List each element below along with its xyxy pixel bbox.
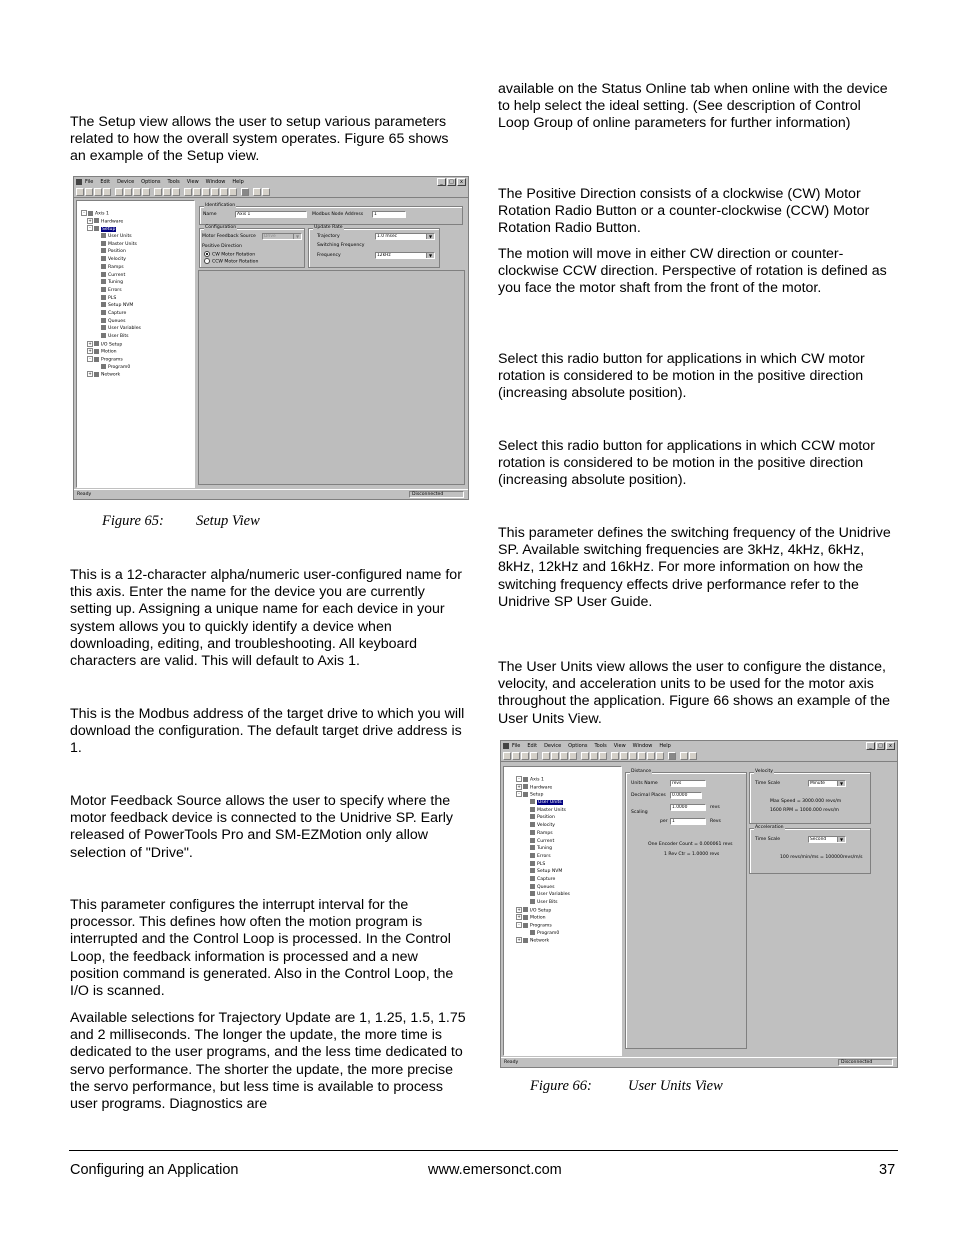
hierarchy-tree-pane (503, 766, 622, 1056)
menu-file[interactable]: File (85, 178, 94, 185)
update-rate-group: Update Rate Trajectory 1.0 msec ▼ Switching Frequency Frequency 12kHz ▼ (308, 228, 440, 268)
tree-master-units[interactable]: Master Units (516, 807, 570, 815)
new-icon[interactable] (76, 188, 84, 196)
disconnect-icon[interactable] (569, 752, 577, 760)
tree-capture[interactable]: Capture (81, 310, 141, 318)
radio-selected-icon (204, 251, 210, 257)
tree-motion[interactable]: + Motion (88, 348, 117, 355)
tree-programs[interactable]: - Programs (81, 356, 141, 364)
tree-program0[interactable]: Program0 (516, 930, 570, 938)
tree-setup[interactable]: - Setup (81, 225, 141, 233)
radio-icon (204, 258, 210, 264)
help-icon[interactable] (253, 188, 261, 196)
ccw-paragraph: Select this radio button for applications in which CCW motor rotation is considered to be motion in the positive direction (increasing absolute position). (498, 438, 875, 489)
switching-paragraph: This parameter defines the switching frequency of the Unidrive SP. Available switching frequencies are 3kHz, 4kHz, 6kHz, 8kHz, 12kHz and 16kHz. For more information on how the switching frequency effects drive performance refer to the Unidrive SP User Guide. (498, 525, 891, 610)
tree-network[interactable]: + Network (88, 371, 121, 378)
copy-icon[interactable] (590, 752, 598, 760)
page-number: 37 (879, 1162, 896, 1178)
menu-view[interactable]: View (186, 178, 199, 185)
menu-window[interactable]: Window (205, 178, 226, 185)
save-icon[interactable] (94, 188, 102, 196)
tree-user-units[interactable]: User Units (81, 233, 141, 241)
acceleration-group: Acceleration Time Scale Second ▼ 100 revs/min/ms = 100000revs/m/s (749, 828, 871, 874)
tree-user-bits[interactable]: User Bits (516, 899, 570, 907)
menu-view[interactable]: View (613, 742, 626, 749)
hierarchy-tree (81, 210, 141, 379)
app-icon (76, 179, 82, 185)
chevron-down-icon: ▼ (837, 837, 845, 842)
step-icon[interactable] (629, 752, 637, 760)
tree-hardware[interactable]: + Hardware (88, 217, 124, 225)
tree-program0[interactable]: Program0 (81, 364, 141, 372)
maximize-button[interactable]: □ (447, 178, 456, 186)
status-ready: Ready (77, 492, 92, 497)
minimize-button[interactable]: _ (866, 742, 875, 750)
menu-tools[interactable]: Tools (594, 742, 607, 749)
connection-status: Disconnected (409, 491, 464, 498)
disable-icon[interactable] (229, 188, 237, 196)
feedback-source-dropdown[interactable]: Drive ▼ (262, 233, 302, 240)
tree-master-units[interactable]: Master Units (81, 241, 141, 249)
tree-io-setup[interactable]: + I/O Setup (88, 340, 123, 348)
velocity-group: Velocity Time Scale Minute ▼ Max Speed = 3000.000 revs/m 1600 RPM = 1000.000 revs/m (749, 772, 871, 824)
tree-setup-nvm[interactable]: Setup NVM (81, 302, 141, 310)
tree-current[interactable]: Current (516, 838, 570, 846)
tree-motion[interactable]: + Motion (517, 914, 546, 921)
tree-hardware[interactable]: + Hardware (517, 783, 553, 791)
menu-bar (74, 177, 468, 186)
about-icon[interactable] (262, 188, 270, 196)
tree-io-setup[interactable]: + I/O Setup (517, 906, 552, 914)
distance-group: Distance Units Name revs Decimal Places 0.0000 1.0000 revs Scaling per 1 Revs One Encoder Count = 0.000061 revs 1 Rev Ctr = 1.0000 revs (625, 772, 747, 1049)
tree-velocity[interactable]: Velocity (81, 256, 141, 264)
tree-axis[interactable]: - Axis 1 (516, 776, 570, 784)
chevron-down-icon: ▼ (426, 253, 434, 258)
toolbar (501, 750, 897, 762)
cw-radio[interactable]: CW Motor Rotation (204, 251, 255, 259)
tree-axis[interactable]: - Axis 1 (81, 210, 141, 218)
print-icon[interactable] (530, 752, 538, 760)
feedback-paragraph: Motor Feedback Source allows the user to specify where the motor feedback device is connected to the Unidrive SP. Early released of PowerTools Pro and SM-EZMotion only allow selection of "Drive". (70, 793, 454, 861)
cw-paragraph: Select this radio button for applications in which CW motor rotation is considered to be motion in the positive direction (increasing absolute position). (498, 351, 865, 402)
window-icon[interactable] (241, 188, 249, 196)
tree-errors[interactable]: Errors (81, 287, 141, 295)
user-units-screenshot (500, 740, 898, 1068)
trajectory-paragraph-2: Available selections for Trajectory Update are 1, 1.25, 1.5, 1.75 and 2 milliseconds. The longer the update, the more time is dedicated to the user programs, and the less time dedicated to servo performance. The shorter the update, the more precise the servo performance, but less time is available to process user programs. Diagnostics are (70, 1010, 466, 1113)
positive-direction-paragraph: The Positive Direction consists of a clockwise (CW) Motor Rotation Radio Button or a counter-clockwise (CCW) Motor Rotation Radio Button. (498, 186, 870, 237)
menu-options[interactable]: Options (568, 742, 588, 749)
scaling-field[interactable]: 1.0000 (670, 804, 706, 811)
footer-section-title: Configuring an Application (70, 1162, 239, 1178)
per-field[interactable]: 1 (670, 818, 706, 825)
new-icon[interactable] (503, 752, 511, 760)
setup-blank-panel (198, 270, 465, 485)
copy-icon[interactable] (163, 188, 171, 196)
disable-icon[interactable] (656, 752, 664, 760)
paste-icon[interactable] (172, 188, 180, 196)
diagnostics-paragraph: available on the Status Online tab when online with the device to help select the ideal setting. (See description of Control Loop Group of online parameters for further information) (498, 81, 888, 132)
tree-user-units[interactable]: User Units (516, 799, 570, 807)
tree-user-variables[interactable]: User Variables (516, 891, 570, 899)
modbus-paragraph: This is the Modbus address of the target drive to which you will download the configuration. The default target drive address is 1. (70, 706, 465, 757)
tree-errors[interactable]: Errors (516, 853, 570, 861)
tree-tuning[interactable]: Tuning (81, 279, 141, 287)
upload-icon[interactable] (115, 188, 123, 196)
download-icon[interactable] (551, 752, 559, 760)
chevron-down-icon: ▼ (837, 781, 845, 786)
cut-icon[interactable] (154, 188, 162, 196)
name-field[interactable]: Axis 1 (235, 211, 307, 218)
ccw-radio[interactable]: CCW Motor Rotation (204, 258, 258, 266)
status-bar (501, 1057, 897, 1067)
velocity-time-scale-dropdown[interactable]: Minute ▼ (808, 780, 846, 787)
name-paragraph: This is a 12-character alpha/numeric user-configured name for this axis. Enter the name for the device you are currently setting up. Assigning a unique name for each device in your system allows you to quickly identify a device when downloading, editing, and troubleshooting. All keyboard characters are valid. This will default to Axis 1. (70, 567, 462, 670)
trajectory-dropdown[interactable]: 1.0 msec ▼ (375, 233, 435, 240)
close-button[interactable]: x (457, 178, 466, 186)
tree-position[interactable]: Position (516, 814, 570, 822)
configuration-group: Configuration Motor Feedback Source Drive ▼ Positive Direction CW Motor Rotation CCW Motor Rotation (199, 228, 305, 268)
tree-position[interactable]: Position (81, 248, 141, 256)
hierarchy-tree (516, 776, 570, 945)
frequency-dropdown[interactable]: 12kHz ▼ (375, 252, 435, 259)
enable-icon[interactable] (647, 752, 655, 760)
user-units-view-pane (623, 766, 895, 1054)
print-icon[interactable] (103, 188, 111, 196)
run-icon[interactable] (184, 188, 192, 196)
tree-tuning[interactable]: Tuning (516, 845, 570, 853)
about-icon[interactable] (689, 752, 697, 760)
acceleration-time-scale-dropdown[interactable]: Second ▼ (808, 836, 846, 843)
paste-icon[interactable] (599, 752, 607, 760)
help-icon[interactable] (680, 752, 688, 760)
setup-view-pane (196, 200, 466, 486)
menu-help[interactable]: Help (232, 178, 244, 185)
menu-edit[interactable]: Edit (527, 742, 538, 749)
menu-bar (501, 741, 897, 750)
units-name-field[interactable]: revs (670, 780, 706, 787)
menu-window[interactable]: Window (632, 742, 653, 749)
tree-setup-nvm[interactable]: Setup NVM (516, 868, 570, 876)
modbus-address-field[interactable]: 1 (372, 211, 406, 218)
setup-view-screenshot (73, 176, 469, 500)
tree-pls[interactable]: PLS (516, 861, 570, 869)
open-icon[interactable] (512, 752, 520, 760)
watch-icon[interactable] (211, 188, 219, 196)
step-icon[interactable] (202, 188, 210, 196)
menu-edit[interactable]: Edit (100, 178, 111, 185)
tree-setup[interactable]: - Setup (516, 791, 570, 799)
menu-device[interactable]: Device (544, 742, 562, 749)
figure-65-caption: Figure 65: Setup View (102, 513, 260, 529)
menu-device[interactable]: Device (117, 178, 135, 185)
watch-icon[interactable] (638, 752, 646, 760)
connect-icon[interactable] (560, 752, 568, 760)
status-ready: Ready (504, 1060, 519, 1065)
menu-options[interactable]: Options (141, 178, 161, 185)
tree-user-bits[interactable]: User Bits (81, 333, 141, 341)
user-units-paragraph: The User Units view allows the user to configure the distance, velocity, and acceleration units to be used for the motor axis throughout the application. Figure 66 shows an example of the User Units View. (498, 659, 890, 727)
window-controls (866, 742, 895, 750)
status-bar (74, 489, 468, 499)
tree-ramps[interactable]: Ramps (81, 264, 141, 272)
tree-velocity[interactable]: Velocity (516, 822, 570, 830)
open-icon[interactable] (85, 188, 93, 196)
tree-network[interactable]: + Network (517, 937, 550, 944)
maximize-button[interactable]: □ (876, 742, 885, 750)
footer-url[interactable]: www.emersonct.com (428, 1162, 562, 1178)
tree-pls[interactable]: PLS (81, 295, 141, 303)
connection-status: Disconnected (838, 1059, 893, 1066)
footer-rule (69, 1150, 898, 1151)
tree-queues[interactable]: Queues (516, 884, 570, 892)
cut-icon[interactable] (581, 752, 589, 760)
setup-intro-paragraph: The Setup view allows the user to setup various parameters related to how the overall system operates. Figure 65 shows an example of the Setup view. (70, 114, 449, 165)
hierarchy-tree-pane (76, 200, 195, 488)
trajectory-paragraph: This parameter configures the interrupt interval for the processor. This defines how often the motion program is interrupted and the Control Loop is processed. In the Control Loop, the feedback information is processed and a new position command is generated. Also in the Control Loop, the I/O is scanned. (70, 897, 454, 1000)
tree-ramps[interactable]: Ramps (516, 830, 570, 838)
menu-help[interactable]: Help (659, 742, 671, 749)
window-icon[interactable] (668, 752, 676, 760)
upload-icon[interactable] (542, 752, 550, 760)
toolbar (74, 186, 468, 198)
tree-queues[interactable]: Queues (81, 318, 141, 326)
window-controls (437, 178, 466, 186)
connect-icon[interactable] (133, 188, 141, 196)
chevron-down-icon: ▼ (426, 234, 434, 239)
stop-icon[interactable] (620, 752, 628, 760)
chevron-down-icon: ▼ (293, 234, 301, 239)
menu-tools[interactable]: Tools (167, 178, 180, 185)
app-icon (503, 743, 509, 749)
enable-icon[interactable] (220, 188, 228, 196)
menu-file[interactable]: File (512, 742, 521, 749)
close-button[interactable]: x (886, 742, 895, 750)
motion-paragraph: The motion will move in either CW direction or counter-clockwise CCW direction. Perspective of rotation is defined as you face the motor shaft from the front of the motor. (498, 246, 887, 297)
tree-capture[interactable]: Capture (516, 876, 570, 884)
tree-programs[interactable]: - Programs (516, 922, 570, 930)
disconnect-icon[interactable] (142, 188, 150, 196)
tree-current[interactable]: Current (81, 272, 141, 280)
save-icon[interactable] (521, 752, 529, 760)
figure-66-caption: Figure 66: User Units View (530, 1078, 723, 1094)
stop-icon[interactable] (193, 188, 201, 196)
run-icon[interactable] (611, 752, 619, 760)
tree-user-variables[interactable]: User Variables (81, 325, 141, 333)
download-icon[interactable] (124, 188, 132, 196)
identification-group: Identification Name Axis 1 Modbus Node Address 1 (199, 206, 463, 225)
minimize-button[interactable]: _ (437, 178, 446, 186)
decimal-places-field[interactable]: 0.0000 (670, 792, 702, 799)
